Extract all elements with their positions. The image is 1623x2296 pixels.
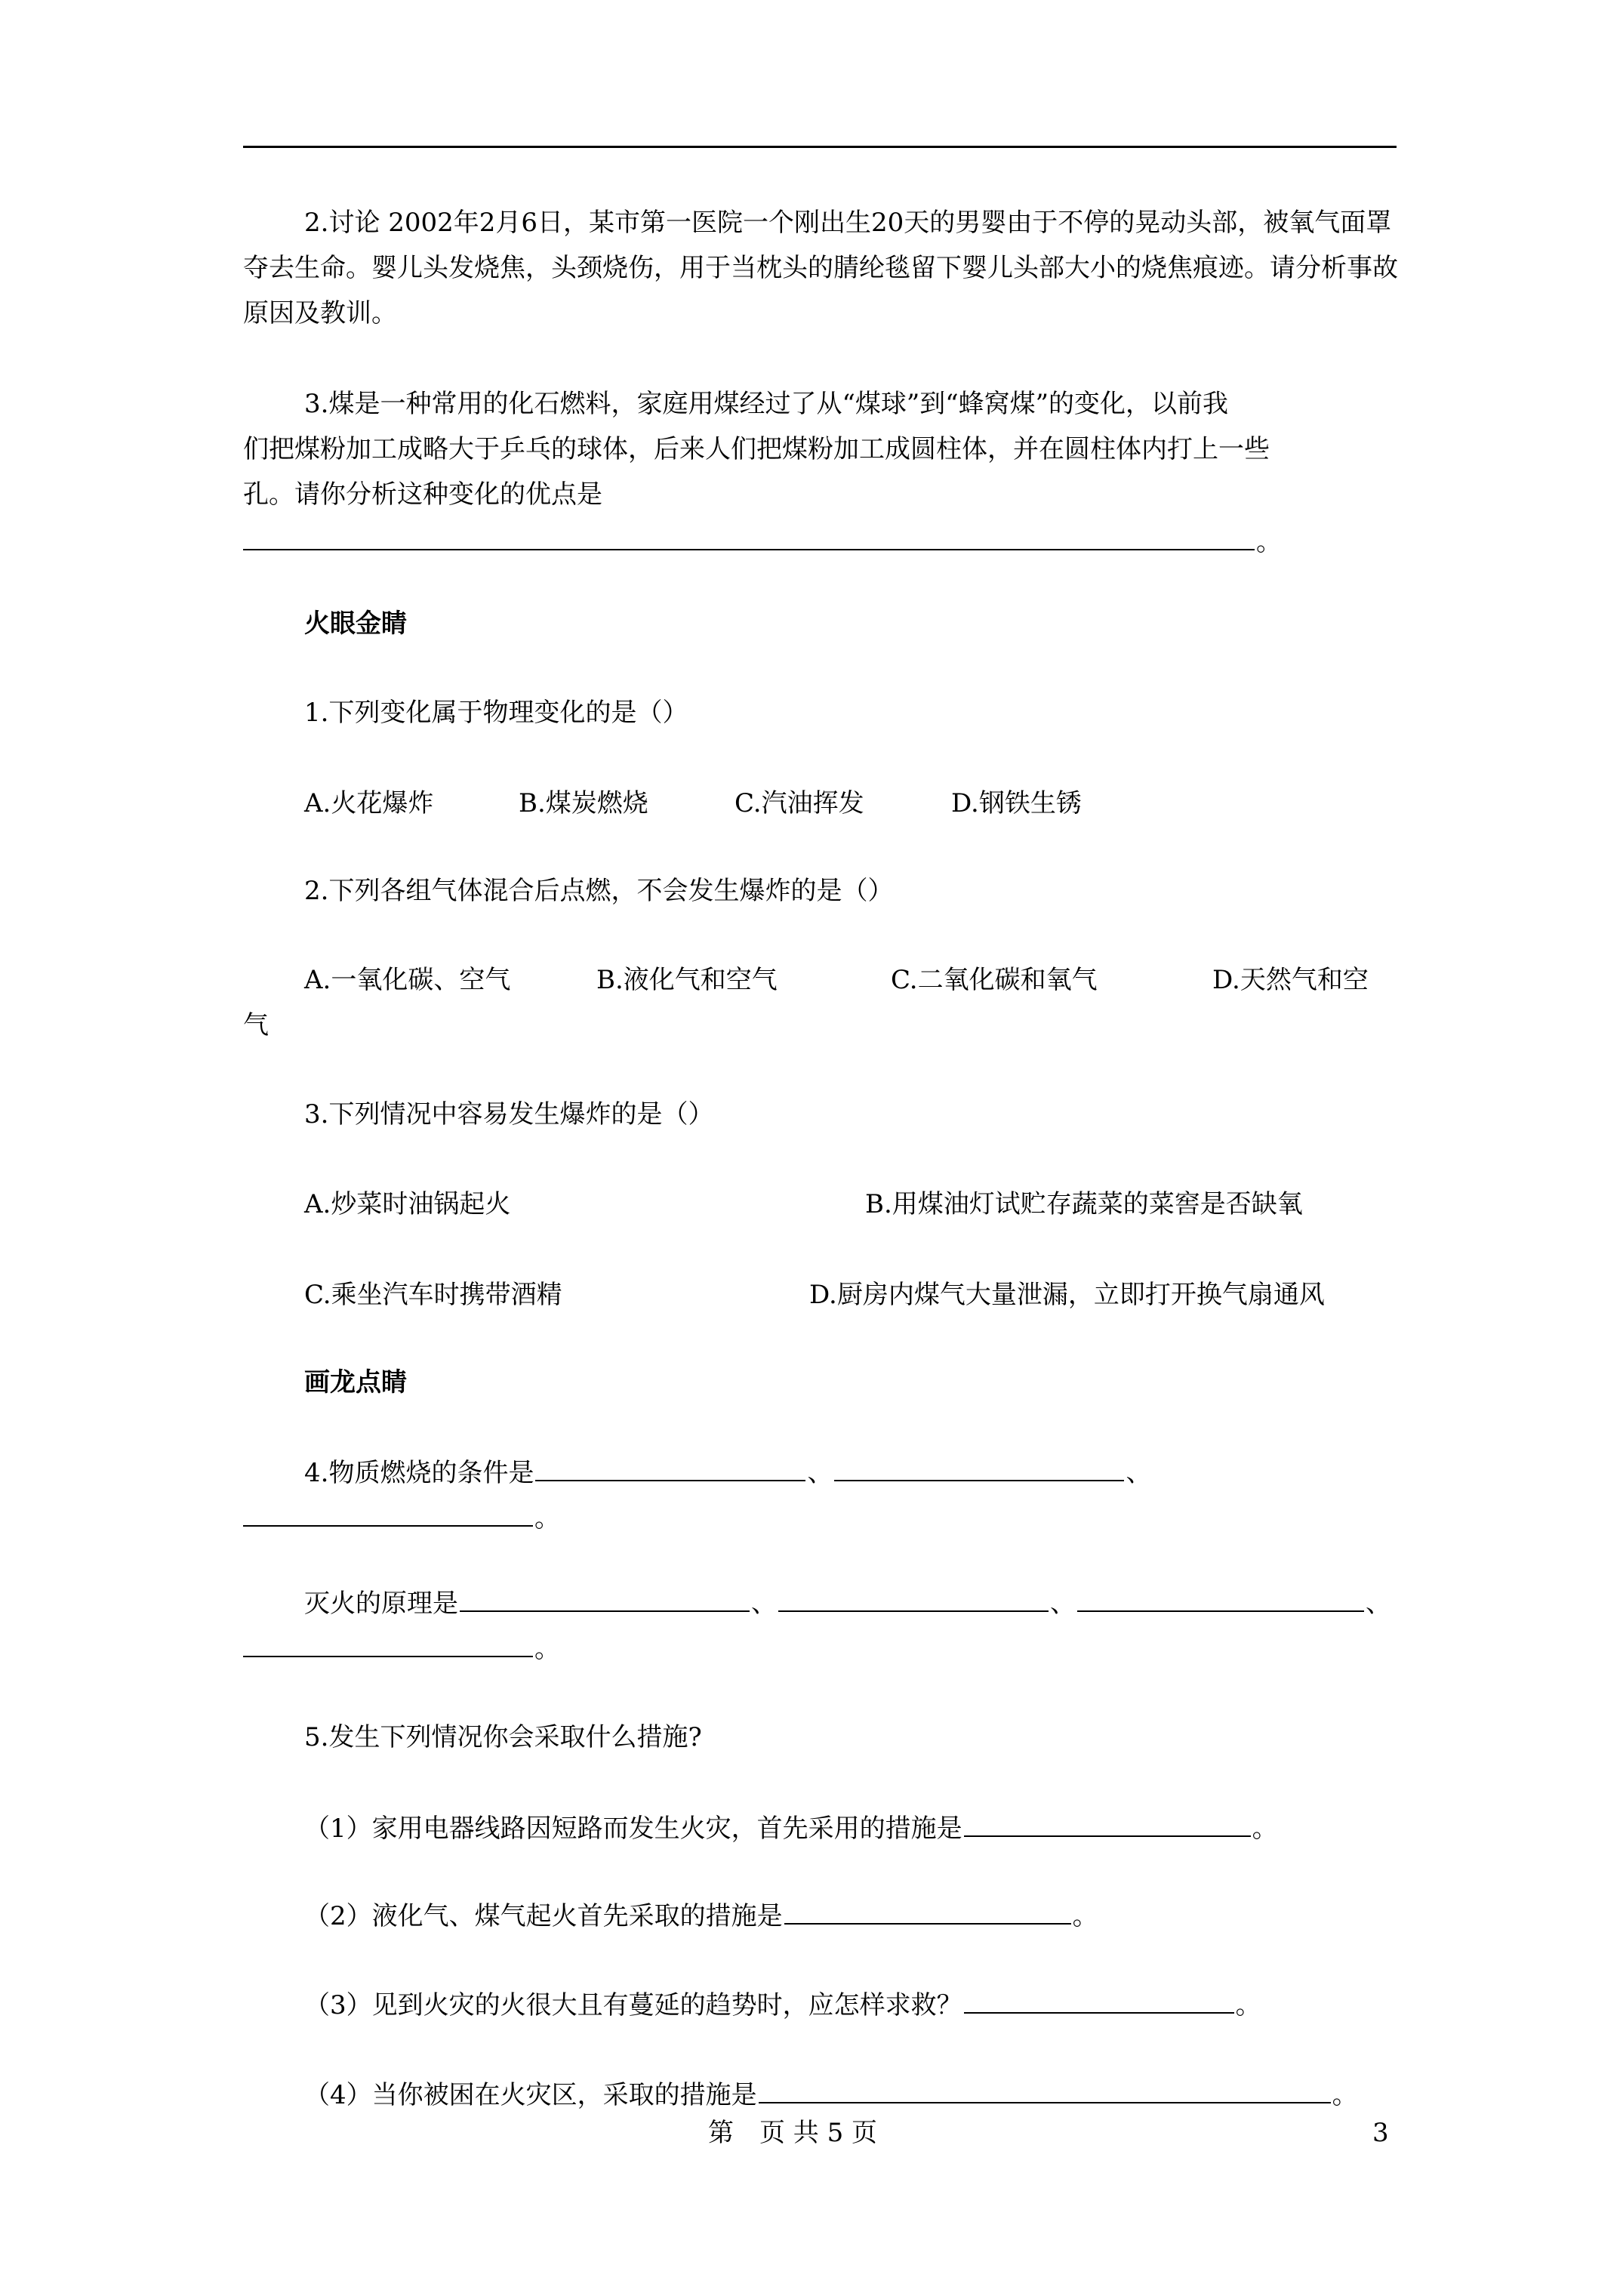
discussion-question-2: 2.讨论 2002年2月6日，某市第一医院一个刚出生20天的男婴由于不停的晃动头部，被氧气面罩夺去生命。婴儿头发烧焦，头颈烧伤，用于当枕头的腈纶毯留下婴儿头部大小的烧焦痕迹。请分析事故原因及教训。 — [243, 208, 1398, 328]
q5-item-2-blank[interactable] — [784, 1894, 1071, 1925]
mc2-option-d-wrap: 气 — [243, 1010, 269, 1040]
q4-combustion-line: 4.物质燃烧的条件是 、 、 — [304, 1450, 1151, 1496]
footer-page-number: 3 — [1372, 2118, 1389, 2148]
combustion-condition-blank-2[interactable] — [834, 1451, 1124, 1481]
q5-item-4: （4）当你被困在火灾区，采取的措施是 。 — [304, 2073, 1358, 2118]
q5-question: 5.发生下列情况你会采取什么措施? — [304, 1722, 702, 1752]
section-title-2: 画龙点睛 — [304, 1367, 407, 1398]
q4-combustion-line2: 。 — [243, 1496, 560, 1541]
footer-page-info: 第 页 共 5 页 — [708, 2118, 878, 2148]
section-title-1: 火眼金睛 — [304, 609, 407, 639]
combustion-condition-blank-3[interactable] — [243, 1496, 533, 1527]
q5-item-3-blank[interactable] — [964, 1983, 1234, 2014]
coal-answer-line: 。 — [243, 519, 1282, 565]
extinguish-principle-blank-3[interactable] — [1077, 1582, 1364, 1612]
header-rule — [243, 146, 1397, 148]
extinguish-principle-blank-2[interactable] — [778, 1582, 1049, 1612]
mc2-option-d: D.天然气和空 — [1212, 965, 1369, 995]
mc1-option-c: C.汽油挥发 — [735, 788, 864, 818]
mc3-option-d: D.厨房内煤气大量泄漏，立即打开换气扇通风 — [809, 1280, 1325, 1310]
mc3-option-b: B.用煤油灯试贮存蔬菜的菜窖是否缺氧 — [865, 1189, 1303, 1219]
q4-extinguish-line2: 。 — [243, 1626, 560, 1672]
coal-question-line3: 孔。请你分析这种变化的优点是 — [243, 479, 602, 510]
answer-blank[interactable] — [243, 520, 1255, 550]
coal-question-line2: 们把煤粉加工成略大于乒乓的球体，后来人们把煤粉加工成圆柱体，并在圆柱体内打上一些 — [243, 434, 1270, 464]
mc1-option-b: B.煤炭燃烧 — [519, 788, 648, 818]
q5-item-2: （2）液化气、煤气起火首先采取的措施是 。 — [304, 1894, 1098, 1939]
mc3-option-c: C.乘坐汽车时携带酒精 — [304, 1280, 562, 1310]
mc-question-3: 3.下列情况中容易发生爆炸的是（） — [304, 1099, 714, 1130]
coal-question-line1: 3.煤是一种常用的化石燃料，家庭用煤经过了从“煤球”到“蜂窝煤”的变化，以前我 — [304, 389, 1228, 419]
q5-item-3: （3）见到火灾的火很大且有蔓延的趋势时，应怎样求救？ 。 — [304, 1983, 1261, 2028]
mc2-option-c: C.二氧化碳和氧气 — [891, 965, 1098, 995]
extinguish-principle-blank-4[interactable] — [243, 1627, 533, 1657]
mc2-option-b: B.液化气和空气 — [596, 965, 778, 995]
q5-item-4-blank[interactable] — [759, 2073, 1331, 2103]
q5-item-1-blank[interactable] — [964, 1807, 1251, 1837]
mc3-option-a: A.炒菜时油锅起火 — [304, 1189, 511, 1219]
mc1-option-d: D.钢铁生锈 — [951, 788, 1082, 818]
mc1-option-a: A.火花爆炸 — [304, 788, 434, 818]
mc-question-1: 1.下列变化属于物理变化的是（） — [304, 698, 688, 728]
mc2-option-a: A.一氧化碳、空气 — [304, 965, 511, 995]
q5-item-1: （1）家用电器线路因短路而发生火灾，首先采用的措施是 。 — [304, 1806, 1278, 1851]
q4-extinguish-line: 灭火的原理是 、 、 、 — [304, 1581, 1391, 1626]
extinguish-principle-blank-1[interactable] — [460, 1582, 750, 1612]
mc-question-2: 2.下列各组气体混合后点燃，不会发生爆炸的是（） — [304, 876, 894, 906]
combustion-condition-blank-1[interactable] — [535, 1451, 805, 1481]
